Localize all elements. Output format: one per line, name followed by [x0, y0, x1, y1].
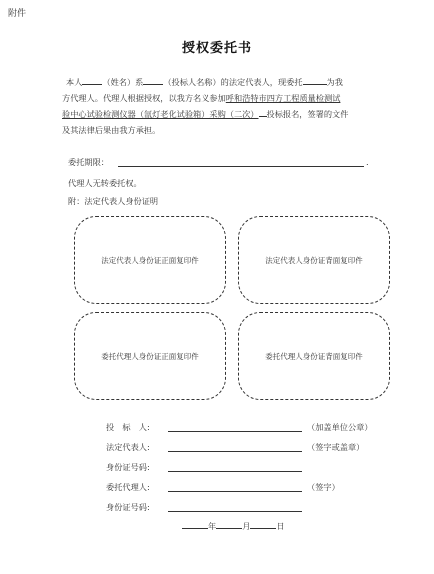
- project-name-part1: 呼和浩特市四方工程质量检测试: [225, 93, 341, 103]
- project-name-part2: 验中心试验检测仪器（氙灯老化试验箱）采购（二次）: [62, 109, 259, 119]
- id-box-label: 法定代表人身份证背面复印件: [265, 255, 363, 265]
- id-box-label: 法定代表人身份证正面复印件: [101, 255, 199, 265]
- term-label: 委托期限：: [68, 157, 109, 167]
- id-box-agent-front: [74, 312, 226, 400]
- name-blank: [82, 75, 102, 85]
- year-label: 年: [208, 521, 217, 531]
- id-number-field[interactable]: [168, 471, 302, 472]
- id-box-legal-front: [74, 216, 226, 304]
- agent-blank: [303, 75, 327, 85]
- agent-note: （签字）: [307, 482, 340, 492]
- id-number-label: 身份证号码:: [106, 462, 150, 472]
- id-box-legal-back: [238, 216, 390, 304]
- bidder-field[interactable]: [168, 431, 302, 432]
- document-title: 授权委托书: [181, 41, 252, 56]
- authorization-paragraph: [62, 74, 392, 138]
- agent-label: 委托代理人:: [106, 482, 150, 492]
- legal-rep-note: （签字或盖章）: [307, 442, 365, 452]
- id-box-label: 委托代理人身份证背面复印件: [265, 351, 363, 361]
- id-box-agent-back: [238, 312, 390, 400]
- no-subdelegation-text: 代理人无转委托权。: [68, 178, 142, 188]
- underline-gap: [259, 107, 267, 117]
- text-segment: 本人: [66, 77, 83, 87]
- text-segment: （姓名）系: [102, 77, 144, 87]
- bidder-label: 投 标 人:: [106, 422, 150, 432]
- text-segment: 投标报名，签署的文件: [266, 109, 349, 119]
- legal-rep-field[interactable]: [168, 451, 302, 452]
- term-field[interactable]: [118, 166, 364, 167]
- month-label: 月: [242, 521, 251, 531]
- legal-rep-label: 法定代表人:: [106, 442, 150, 452]
- id-box-label: 委托代理人身份证正面复印件: [101, 351, 199, 361]
- text-segment: 及其法律后果由我方承担。: [62, 125, 161, 135]
- day-field[interactable]: [250, 520, 276, 529]
- day-label: 日: [276, 521, 285, 531]
- month-field[interactable]: [216, 520, 242, 529]
- text-segment: 方代理人。代理人根据授权，以我方名义参加: [62, 93, 226, 103]
- year-field[interactable]: [182, 520, 208, 529]
- attachment-tag: 附件: [8, 9, 27, 19]
- id-number-field[interactable]: [168, 511, 302, 512]
- date-line: [182, 520, 285, 532]
- attachment-note: 附：法定代表人身份证明: [68, 196, 159, 206]
- id-number-label: 身份证号码:: [106, 502, 150, 512]
- bidder-note: （加盖单位公章）: [307, 422, 373, 432]
- term-end-mark: .: [366, 157, 369, 167]
- text-segment: （投标人名称）的法定代表人，现委托: [163, 77, 303, 87]
- agent-field[interactable]: [168, 491, 302, 492]
- text-segment: 为我: [326, 77, 343, 87]
- bidder-blank: [143, 75, 163, 85]
